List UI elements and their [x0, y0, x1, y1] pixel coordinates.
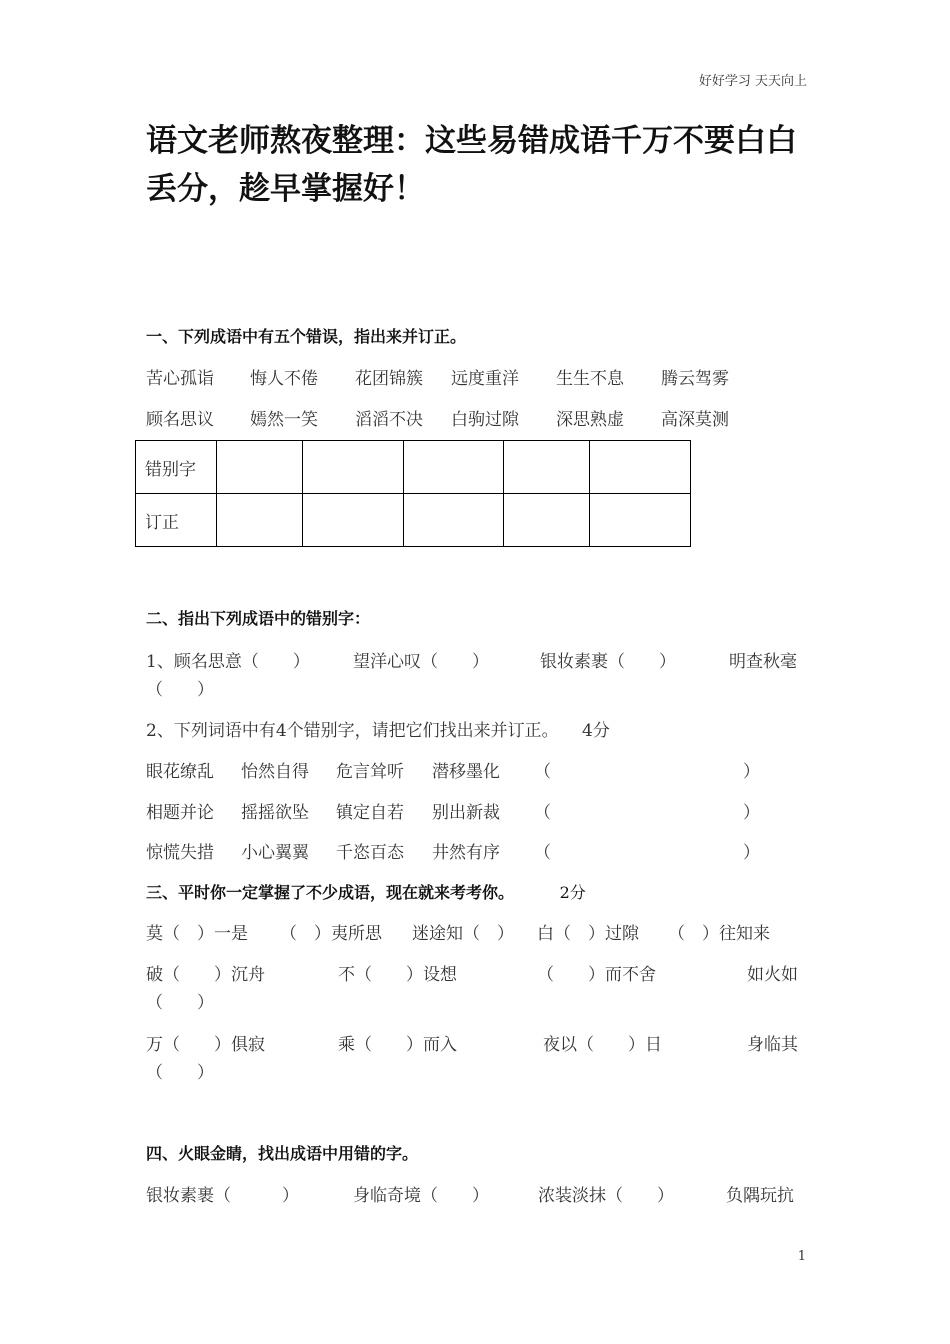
idiom-blank: 乘（ ）而入	[338, 1035, 457, 1055]
score: 4分	[582, 721, 610, 741]
idiom-blank: 万（ ）俱寂	[146, 1035, 265, 1055]
page-title: 语文老师熬夜整理：这些易错成语千万不要白白丢分，趁早掌握好！	[146, 123, 797, 207]
idiom-blank: 破（ ）沉舟	[146, 965, 265, 985]
idiom: 小心翼翼	[241, 843, 309, 863]
idiom-blank: 夜以（ ）日	[543, 1035, 662, 1055]
paren-open: （	[534, 803, 551, 823]
header-motto: 好好学习 天天向上	[698, 74, 807, 89]
idiom: 惊慌失措	[146, 843, 214, 863]
idiom: 镇定自若	[336, 803, 404, 823]
paren-close: ）	[743, 803, 760, 823]
answer-cell[interactable]	[217, 494, 303, 547]
idiom-blank: 银妆素裹（ ）	[540, 652, 676, 672]
question-text: 2、下列词语中有4个错别字，请把它们找出来并订正。	[146, 721, 559, 741]
answer-cell[interactable]	[303, 441, 404, 494]
paren-open: （	[534, 843, 551, 863]
paren-open: （	[534, 762, 551, 782]
section-3-row-2-wrap: （ ）	[146, 993, 214, 1013]
section-2-q1-wrap: （ ）	[146, 680, 214, 700]
idiom: 生生不息	[556, 369, 624, 389]
idiom: 苦心孤诣	[146, 369, 214, 389]
idiom: 相题并论	[146, 803, 214, 823]
idiom: 千恣百态	[336, 843, 404, 863]
idiom: 摇摇欲坠	[241, 803, 309, 823]
idiom-blank: 莫（ ）一是	[146, 924, 248, 944]
heading-text: 三、平时你一定掌握了不少成语，现在就来考考你。	[146, 883, 515, 902]
section-2-heading: 二、指出下列成语中的错别字：	[146, 609, 371, 628]
answer-cell[interactable]	[303, 494, 404, 547]
answer-cell[interactable]	[404, 494, 504, 547]
section-2-q2-prompt	[146, 716, 610, 741]
idiom-blank: 身临奇境（ ）	[353, 1186, 489, 1206]
idiom-blank: 如火如	[747, 965, 798, 985]
idiom-blank: （ ）夷所思	[280, 924, 382, 944]
idiom-blank: 迷途知（ ）	[412, 924, 514, 944]
idiom-blank: 明查秋毫	[729, 652, 797, 672]
idiom-blank: （ ）往知来	[668, 924, 770, 944]
section-1-heading: 一、下列成语中有五个错误，指出来并订正。	[146, 327, 467, 346]
answer-cell[interactable]	[217, 441, 303, 494]
idiom: 远度重洋	[451, 369, 519, 389]
idiom: 嫣然一笑	[250, 410, 318, 430]
idiom-blank: 浓装淡抹（ ）	[538, 1186, 674, 1206]
idiom-blank: 白（ ）过隙	[537, 924, 639, 944]
idiom-blank: 身临其	[747, 1035, 798, 1055]
table-row	[136, 494, 691, 547]
table-row	[136, 441, 691, 494]
idiom: 腾云驾雾	[661, 369, 729, 389]
answer-cell[interactable]	[504, 494, 590, 547]
idiom: 眼花缭乱	[146, 762, 214, 782]
answer-cell[interactable]	[404, 441, 504, 494]
idiom-blank: （ ）而不舍	[537, 965, 656, 985]
table-label: 错别字	[136, 441, 217, 494]
section-4-heading: 四、火眼金睛，找出成语中用错的字。	[146, 1144, 419, 1163]
idiom-blank: 不（ ）设想	[338, 965, 457, 985]
paren-close: ）	[743, 843, 760, 863]
idiom: 花团锦簇	[355, 369, 423, 389]
idiom: 白驹过隙	[451, 410, 519, 430]
idiom-blank: 望洋心叹（ ）	[353, 652, 489, 672]
idiom: 悔人不倦	[250, 369, 318, 389]
paren-close: ）	[743, 762, 760, 782]
table-label: 订正	[136, 494, 217, 547]
idiom-blank: 银妆素裹（ ）	[146, 1186, 299, 1206]
idiom: 高深莫测	[661, 410, 729, 430]
idiom: 井然有序	[432, 843, 500, 863]
section-3-row-3-wrap: （ ）	[146, 1063, 214, 1083]
idiom: 顾名思议	[146, 410, 214, 430]
idiom: 危言耸听	[336, 762, 404, 782]
idiom-blank: 1、顾名思意（ ）	[146, 652, 310, 672]
answer-cell[interactable]	[504, 441, 590, 494]
idiom-blank: 负隅玩抗	[726, 1186, 794, 1206]
section-3-heading	[146, 880, 586, 903]
idiom: 怡然自得	[241, 762, 309, 782]
correction-table	[135, 440, 691, 547]
page-number: 1	[797, 1249, 806, 1264]
idiom: 别出新裁	[432, 803, 500, 823]
answer-cell[interactable]	[590, 494, 691, 547]
idiom: 滔滔不决	[355, 410, 423, 430]
score: 2分	[559, 883, 586, 902]
idiom: 潜移墨化	[432, 762, 500, 782]
idiom: 深思熟虚	[556, 410, 624, 430]
answer-cell[interactable]	[590, 441, 691, 494]
